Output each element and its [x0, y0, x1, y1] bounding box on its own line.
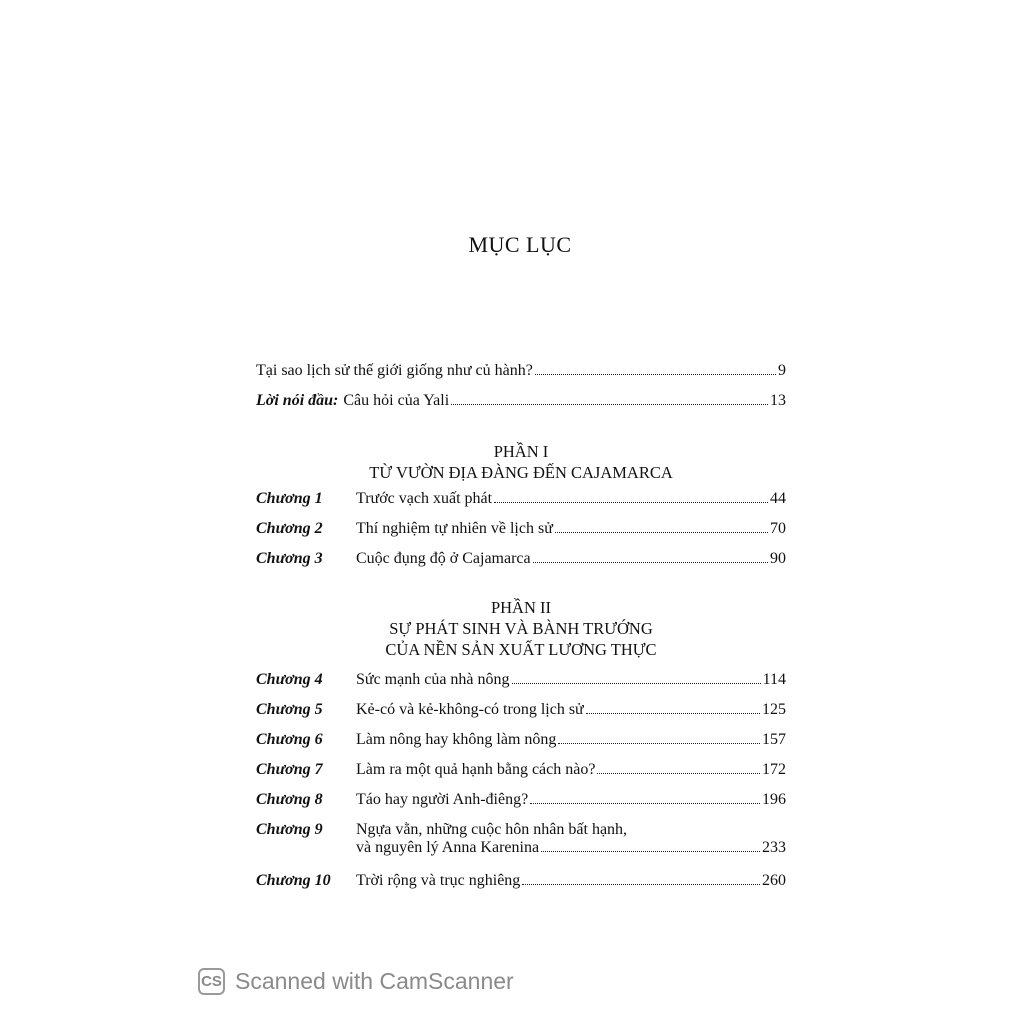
dot-leader [512, 683, 761, 684]
toc-entry-text: Táo hay người Anh-điêng? [356, 791, 529, 808]
chapter-label: Chương 1 [256, 490, 323, 507]
dot-leader [541, 851, 760, 852]
camscanner-logo-icon: CS [198, 968, 225, 995]
dot-leader [494, 502, 768, 503]
toc-entry[interactable] [256, 791, 786, 813]
page-number: 9 [778, 362, 786, 379]
toc-entry[interactable] [256, 701, 786, 723]
chapter-label: Chương 6 [256, 731, 323, 748]
chapter-label: Chương 8 [256, 791, 323, 808]
page-number: 90 [770, 550, 786, 567]
toc-entry-text: Làm nông hay không làm nông [356, 731, 557, 748]
dot-leader [586, 713, 760, 714]
part-number: PHẦN I [493, 442, 549, 461]
page-number: 196 [762, 791, 786, 808]
page-number: 13 [770, 392, 786, 409]
toc-entry-text: Sức mạnh của nhà nông [356, 671, 510, 688]
toc-entry-label: Lời nói đầu: [256, 392, 339, 409]
chapter-label: Chương 10 [256, 872, 331, 889]
chapter-label: Chương 2 [256, 520, 323, 537]
chapter-label: Chương 4 [256, 671, 323, 688]
page-number: 172 [762, 761, 786, 778]
dot-leader [530, 803, 760, 804]
chapter-label: Chương 5 [256, 701, 323, 718]
part-heading [256, 441, 786, 483]
watermark-text: Scanned with CamScanner [235, 968, 514, 994]
toc-entry-text: Cuộc đụng độ ở Cajamarca [356, 550, 531, 567]
chapter-label: Chương 9 [256, 821, 323, 838]
page-number: 114 [762, 671, 786, 688]
toc-entry-text: Câu hỏi của Yali [343, 392, 450, 409]
toc-entry-text: Trời rộng và trục nghiêng [356, 872, 521, 889]
dot-leader [533, 562, 768, 563]
toc-entry[interactable] [256, 671, 786, 693]
toc-entry-text: Kẻ-có và kẻ-không-có trong lịch sử [356, 701, 584, 718]
toc-entry[interactable] [256, 821, 786, 865]
dot-leader [522, 884, 760, 885]
toc-entry[interactable] [256, 362, 786, 384]
page-number: 157 [762, 731, 786, 748]
toc-entry-text: Tại sao lịch sử thế giới giống như củ hành? [256, 362, 533, 379]
toc-entry[interactable] [256, 392, 786, 414]
toc-entry-text: Ngựa vằn, những cuộc hôn nhân bất hạnh, [356, 821, 628, 838]
toc-entry-text: và nguyên lý Anna Karenina [356, 839, 540, 856]
toc-entry[interactable] [256, 550, 786, 572]
part-number: PHẦN II [490, 598, 552, 617]
camscanner-watermark [198, 968, 514, 995]
toc-entry[interactable] [256, 731, 786, 753]
page-number: 44 [770, 490, 786, 507]
dot-leader [535, 374, 776, 375]
dot-leader [451, 404, 768, 405]
dot-leader [555, 532, 768, 533]
chapter-label: Chương 3 [256, 550, 323, 567]
page-number: 125 [762, 701, 786, 718]
toc-entry-text: Thí nghiệm tự nhiên về lịch sử [356, 520, 553, 537]
toc-entry[interactable] [256, 872, 786, 894]
part-title: CỦA NỀN SẢN XUẤT LƯƠNG THỰC [385, 640, 657, 659]
dot-leader [597, 773, 760, 774]
dot-leader [558, 743, 760, 744]
part-heading [256, 597, 786, 660]
toc-entry-text: Làm ra một quả hạnh bằng cách nào? [356, 761, 596, 778]
page-number: 233 [762, 839, 786, 856]
toc-entry[interactable] [256, 520, 786, 542]
page-title: MỤC LỤC [468, 232, 572, 257]
page-number: 70 [770, 520, 786, 537]
toc-entry[interactable] [256, 761, 786, 783]
page-number: 260 [762, 872, 786, 889]
toc-entry[interactable] [256, 490, 786, 512]
part-title: TỪ VƯỜN ĐỊA ĐÀNG ĐẾN CAJAMARCA [369, 463, 673, 482]
toc-entry-text: Trước vạch xuất phát [356, 490, 493, 507]
chapter-label: Chương 7 [256, 761, 323, 778]
part-title: SỰ PHÁT SINH VÀ BÀNH TRƯỚNG [389, 619, 653, 638]
